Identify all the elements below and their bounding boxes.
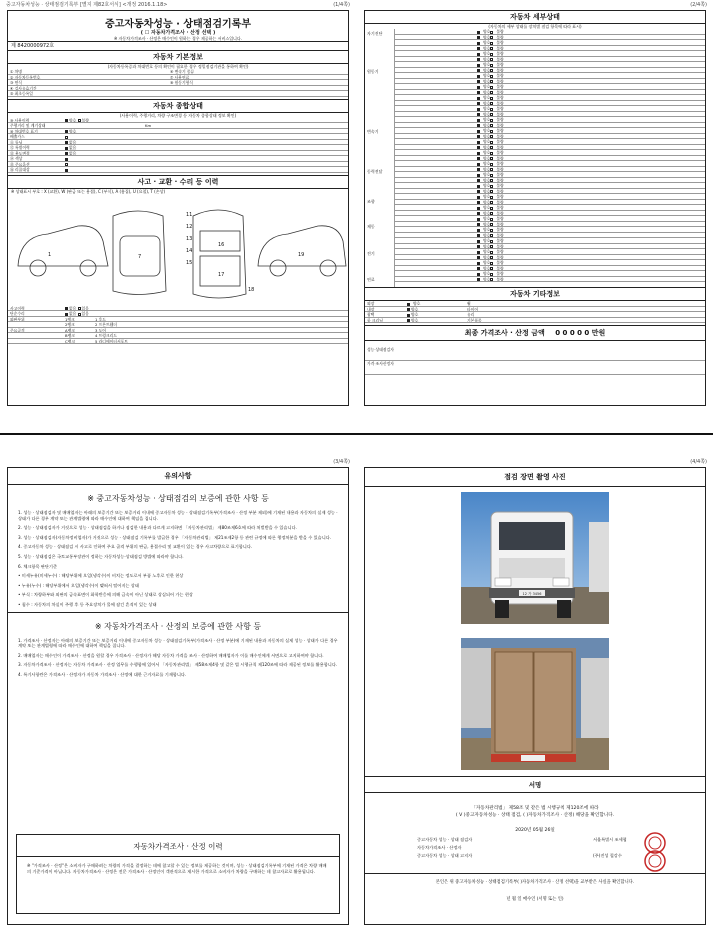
form-title: 중고자동차성능 · 상태점검기록부 <box>104 19 251 30</box>
page-number: (1/4쪽) <box>333 2 350 8</box>
signature-text: 「자동차관리법」 제58조 및 같은 법 시행규칙 제120조에 따라 ( V )중고자동차성능 · 상태 점검, ( )자동차가격조사 · 산정) 해당을 확인합니다. <box>455 806 615 818</box>
status-bad: 불량 <box>496 100 504 105</box>
table-row: ② 자동차등록번호 ⑦ 사용연료 <box>8 75 348 81</box>
table-row: ③ 연식 ⑧ 원동기형식 <box>8 80 348 86</box>
confirm-sign: 년 월 일 매수인 (서명 또는 인) <box>506 897 564 902</box>
status-bad: 불량 <box>496 271 504 276</box>
group-label: 원동기 <box>367 69 379 74</box>
status-bad: 불량 <box>496 205 504 210</box>
table-row <box>395 277 705 283</box>
part-number: 1 <box>48 251 52 258</box>
status-bad: 불량 <box>496 84 504 89</box>
group-label: 제동 <box>367 224 375 229</box>
status-ok: 양호 <box>483 29 491 34</box>
status-bad: 불량 <box>496 67 504 72</box>
list-item: 1. 가격조사 · 산정자는 아래의 보증기간 또는 보증거리 이내에 중고자동차 성능 · 상태점검기록부(가격조사 · 산정 부분)에 기재된 내용과 자동차의 실제 성능 · 상태가 다른 경우 계약 또는 관계법령에 따라 매수인에 대하여 책임을 집니다. <box>18 637 338 649</box>
group-label: 조향 <box>367 199 375 204</box>
status-bad: 불량 <box>496 177 504 182</box>
status-bad: 불량 <box>496 172 504 177</box>
status-ok: 양호 <box>483 216 491 221</box>
status-ok: 양호 <box>483 243 491 248</box>
page-number: (4/4쪽) <box>690 459 707 465</box>
accident-table <box>8 306 348 345</box>
part-number: 18 <box>248 286 255 293</box>
notice-title: 유의사항 <box>8 468 348 485</box>
page-4 <box>361 457 709 929</box>
status-bad: 불량 <box>496 161 504 166</box>
box-text: ※ "가격조사 · 산정"은 소비자가 구매하려는 차량의 가격을 결정하는 데에 참고할 수 있는 정보를 제공하는 것이며, 성능 · 상태점검기록부에 기재된 가격은 차량 매매의 기준가격이 아닙니다. 자동차가격조사 · 산정은 전문 가격조사 · 산정인이 객관적으로 제시한 가격으로 소비자가 차량을 구매하는 데 참고자료로 활용됩니다. <box>27 863 327 874</box>
section-accident-history: 사고 · 교환 · 수리 등 이력 <box>8 175 348 189</box>
status-ok: 양호 <box>483 194 491 199</box>
status-bad: 불량 <box>496 128 504 133</box>
group-label: 전기 <box>367 251 375 256</box>
status-ok: 양호 <box>483 45 491 50</box>
page-number: (3/4쪽) <box>333 459 350 465</box>
status-bad: 불량 <box>496 188 504 193</box>
status-ok: 양호 <box>483 271 491 276</box>
status-table <box>8 118 348 173</box>
status-bad: 불량 <box>496 117 504 122</box>
list-item: • 부식 : 차량하부와 외판의 금속표면이 화학반응에 의해 금속이 아닌 상태로 상실되어 가는 현상 <box>18 592 193 598</box>
section-overall-status: 자동차 종합상태 <box>8 99 348 113</box>
table-row: 외장 양호 휠 <box>365 301 705 307</box>
section-detail-status: 자동차 세부상태 <box>365 11 705 24</box>
list-item: 2. 매매업자는 매수인이 가격조사 · 산정을 원할 경우 가격조사 · 산정자가 해당 자동차 가격을 조사 · 산정하여 매매업자가 이를 매수인에게 서면으로 고지하여야 합니다. <box>18 652 324 658</box>
detail-note: (자동차의 세부 상태를 장치별 점검 항목에 따라 표시) <box>488 24 582 29</box>
part-number: 19 <box>298 251 305 258</box>
form-frame <box>364 10 706 406</box>
status-ok: 양호 <box>483 67 491 72</box>
status-bad: 불량 <box>496 210 504 215</box>
table-row: ⑫ 특별이력 없음 <box>8 145 348 151</box>
status-bad: 불량 <box>496 227 504 232</box>
status-ok: 양호 <box>483 249 491 254</box>
status-bad: 불량 <box>496 260 504 265</box>
status-bad: 불량 <box>496 155 504 160</box>
status-bad: 불량 <box>496 265 504 270</box>
status-ok: 양호 <box>483 122 491 127</box>
detail-table <box>365 29 705 287</box>
list-item: • 미세누유(미세누수) : 해당부위에 오일(냉각수)이 비치는 정도로서 부품 노후로 인한 현상 <box>18 573 184 579</box>
signer-name: 서울특별시 조세협 <box>593 837 627 842</box>
status-bad: 불량 <box>496 199 504 204</box>
other-info-table <box>365 301 705 323</box>
signer-row: 중고자동차 성능 · 상태 고지자 <box>417 853 473 858</box>
license-plate: 12 가 3456 <box>522 592 542 596</box>
table-row: 외판부위 1랭크 1 후드 <box>8 317 348 323</box>
seal-stamp <box>643 849 667 873</box>
list-item: 4. 특기사항란은 가격조사 · 산정자가 자동차 가격조사 · 산정에 대한 근거자료를 기재합니다. <box>18 671 187 677</box>
section-other-info: 자동차 기타정보 <box>365 287 705 301</box>
status-bad: 불량 <box>496 95 504 100</box>
photo-title: 점검 장면 촬영 사진 <box>365 468 705 487</box>
status-bad: 불량 <box>496 106 504 111</box>
basic-info-table <box>8 69 348 97</box>
list-item: 6. 체크항목 판단기준 <box>18 563 58 569</box>
table-row: 광택 양호 유리 <box>365 312 705 318</box>
status-ok: 양호 <box>483 232 491 237</box>
part-number: 13 <box>186 235 193 242</box>
status-ok: 양호 <box>483 238 491 243</box>
table-row: C랭크 5 라디에이터서포트 <box>8 339 348 345</box>
notice-heading-1: ※ 중고자동차성능 · 상태점검의 보증에 관한 사항 등 <box>87 494 269 503</box>
price-value: 0 0 0 0 0 만원 <box>555 329 606 337</box>
table-row: 사고이력 없음 있음 <box>8 306 348 312</box>
form-note: ※ 자동차가격조사 · 산정은 매수인이 원하는 경우 제공하는 서비스입니다. <box>113 36 243 41</box>
status-bad: 불량 <box>496 238 504 243</box>
final-price <box>365 325 705 341</box>
notice-list-1 <box>8 510 348 608</box>
table-row: 배출가스 <box>8 134 348 140</box>
status-ok: 양호 <box>483 188 491 193</box>
status-ok: 양호 <box>483 89 491 94</box>
section-basic-info: 자동차 기본정보 <box>8 50 348 64</box>
truck-front-photo <box>461 492 609 624</box>
status-ok: 양호 <box>483 62 491 67</box>
status-bad: 불량 <box>496 62 504 67</box>
status-ok: 양호 <box>483 276 491 281</box>
status-ok: 양호 <box>483 106 491 111</box>
group-label: 연료 <box>367 277 375 282</box>
status-ok: 양호 <box>483 34 491 39</box>
signer-name: (주)진성 철강수 <box>593 853 622 858</box>
status-ok: 양호 <box>483 133 491 138</box>
price-label: 최종 가격조사 · 산정 금액 <box>464 329 545 337</box>
status-bad: 불량 <box>496 133 504 138</box>
status-bad: 불량 <box>496 122 504 127</box>
table-row: ④ 검사유효기간 <box>8 86 348 92</box>
notice-heading-2: ※ 자동차가격조사 · 산정의 보증에 관한 사항 등 <box>8 612 348 638</box>
status-ok: 양호 <box>483 205 491 210</box>
table-row: 주요골격 A랭크 3 도어 <box>8 328 348 334</box>
status-bad: 불량 <box>496 166 504 171</box>
status-bad: 불량 <box>496 34 504 39</box>
status-ok: 양호 <box>483 221 491 226</box>
status-ok: 양호 <box>483 40 491 45</box>
table-row: ⑨ 사용이력 양호 불량 <box>8 118 348 124</box>
status-ok: 양호 <box>483 183 491 188</box>
status-ok: 양호 <box>483 150 491 155</box>
status-bad: 불량 <box>496 150 504 155</box>
status-ok: 양호 <box>483 117 491 122</box>
status-bad: 불량 <box>496 56 504 61</box>
doc-number: 제 8420000972호 <box>8 41 348 50</box>
header-left: 중고자동차성능 · 상태점검기록부 [별지 제82호서식] <개정 2016.1.18> <box>6 2 168 8</box>
signature-date: 2020년 05월 26일 <box>515 828 555 833</box>
signature-table <box>365 837 705 867</box>
signature-section <box>365 776 705 902</box>
status-ok: 양호 <box>483 254 491 259</box>
status-ok: 양호 <box>483 111 491 116</box>
table-row: ⑮ 주요옵션 <box>8 162 348 168</box>
status-bad: 불량 <box>496 29 504 34</box>
status-ok: 양호 <box>483 265 491 270</box>
signer-row: 자동차가격조사 · 산정자 <box>417 845 462 850</box>
notice-frame <box>7 467 349 925</box>
page-header <box>4 457 352 467</box>
truck-rear-photo <box>461 638 609 770</box>
list-item: 5. 성능 · 상태점검은 국토교통부장관이 정하는 자동차성능·상태점검 방법에 따라야 합니다. <box>18 553 184 559</box>
status-bad: 불량 <box>496 194 504 199</box>
status-ok: 양호 <box>483 144 491 149</box>
status-bad: 불량 <box>496 139 504 144</box>
signer-row: 중고자동차 성능 · 상태 점검자 <box>417 837 473 842</box>
part-number: 15 <box>186 259 193 266</box>
list-item: 3. 자동차가격조사 · 산정자는 자동차 가격조사 · 산정 업무를 수행함에 있어서 「자동차관리법」 제58조제4항 및 같은 법 시행규칙 제120조에 따라 제공된 정보를 활용합니다. <box>18 662 338 668</box>
status-bad: 불량 <box>496 254 504 259</box>
table-row: 룸 크리닝 양호 기본품목 <box>365 318 705 324</box>
page-number: (2/4쪽) <box>690 2 707 8</box>
table-row: ⑤ 최초등록일 <box>8 91 348 97</box>
status-ok: 양호 <box>483 73 491 78</box>
form-frame <box>7 10 349 406</box>
list-item: 3. 성능 · 상태점검자(자동차정비업자)가 거짓으로 성능 · 상태점검 기록부를 발급한 경우 「자동차관리법」 제21조제2항 등 관련 규정에 따른 행정처분을 받을 수 있습니다. <box>18 534 332 540</box>
status-ok: 양호 <box>483 100 491 105</box>
status-ok: 양호 <box>483 128 491 133</box>
table-row: ① 차명 ⑥ 변속기 종류 <box>8 69 348 75</box>
part-number: 7 <box>138 253 142 260</box>
page-header <box>361 0 709 10</box>
table-row: 주행거리 및 계기상태 Km <box>8 123 348 129</box>
status-ok: 양호 <box>483 172 491 177</box>
status-bad: 불량 <box>496 45 504 50</box>
status-ok: 양호 <box>483 84 491 89</box>
status-bad: 불량 <box>496 78 504 83</box>
table-row: 단순수리 없음 있음 <box>8 311 348 317</box>
list-item: • 침수 : 자동차의 차실이 주행 후 등 주요장치가 물에 잠긴 흔적이 있는 상태 <box>18 601 157 607</box>
status-ok: 양호 <box>483 199 491 204</box>
status-bad: 불량 <box>496 232 504 237</box>
status-ok: 양호 <box>483 210 491 215</box>
status-bad: 불량 <box>496 111 504 116</box>
status-bad: 불량 <box>496 249 504 254</box>
group-label: 자기진단 <box>367 31 383 36</box>
part-number: 11 <box>186 211 193 218</box>
status-bad: 불량 <box>496 73 504 78</box>
status-ok: 양호 <box>483 51 491 56</box>
part-number: 12 <box>186 223 193 230</box>
page-1 <box>4 0 352 410</box>
status-bad: 불량 <box>496 144 504 149</box>
status-note: (사용이력, 주행거리, 차량 구조변경 등 자동차 종합상태 정보 확인) <box>119 112 237 118</box>
status-ok: 양호 <box>483 139 491 144</box>
table-row: 성능·상태점검자 <box>365 347 705 361</box>
list-item: 1. 성능 · 상태점검자 및 매매업자는 아래의 보증기간 또는 보증거리 이내에 중고자동차 성능 · 상태점검기록부(가격조사 · 산정 부분 제외)에 기재된 내용과 자동차의 실제 성능 · 상태가 다른 경우 계약 또는 관계법령에 따라 매수인에 대하여 책임을 집니다. <box>18 510 338 521</box>
basic-note: (자동차등록증과 차대번호 등의 확인이 필요한 경우 정밀점검기관을 통하여 확인) <box>107 64 249 69</box>
status-bad: 불량 <box>496 183 504 188</box>
status-ok: 양호 <box>483 161 491 166</box>
table-row: 내장 양호 타이어 <box>365 307 705 313</box>
inspector-table <box>365 347 705 375</box>
part-number: 17 <box>218 271 225 278</box>
status-ok: 양호 <box>483 260 491 265</box>
status-bad: 불량 <box>496 216 504 221</box>
status-ok: 양호 <box>483 155 491 160</box>
status-bad: 불량 <box>496 40 504 45</box>
status-ok: 양호 <box>483 177 491 182</box>
table-row: ⑬ 용도변경 없음 <box>8 151 348 157</box>
group-label: 변속기 <box>367 129 379 134</box>
table-row: ⑭ 색상 <box>8 156 348 162</box>
page-2 <box>361 0 709 410</box>
table-row: ⑪ 튜닝 없음 <box>8 140 348 146</box>
page-header <box>361 457 709 467</box>
sheet-divider <box>0 433 713 435</box>
status-bad: 불량 <box>496 51 504 56</box>
list-item: • 누유(누수) : 해당부위에서 오일(냉각수)이 맺혀서 떨어지는 상태 <box>18 582 139 588</box>
table-row: 2랭크 2 프론트휀더 <box>8 322 348 328</box>
page-3 <box>4 457 352 929</box>
price-history-box <box>16 834 340 914</box>
status-ok: 양호 <box>483 56 491 61</box>
status-ok: 양호 <box>483 78 491 83</box>
car-diagram <box>8 196 348 306</box>
page-header <box>4 0 352 10</box>
accident-note: ※ 상태표시 부호 : X (교환), W (판금 또는 용접), C (부식), A (흠집), U (요철), T (손상) <box>11 188 166 194</box>
notice-list-2 <box>8 638 348 678</box>
status-bad: 불량 <box>496 243 504 248</box>
part-number: 14 <box>186 247 193 254</box>
table-row: 가격·조사산정자 <box>365 361 705 375</box>
list-item: 2. 성능 · 상태점검자가 거짓으로 성능 · 상태점검을 하거나 점검한 내용과 다르게 고지하면 「자동차관리법」 제80조제6호에 따라 처벌받을 수 있습니다. <box>18 525 297 531</box>
group-label: 동력전달 <box>367 169 383 174</box>
status-ok: 양호 <box>483 166 491 171</box>
list-item: 4. 중고자동차 성능 · 상태점검 시 사고로 인하여 주요 골격 부위의 판금, 용접수리 및 교환이 있는 경우 사고차량으로 표기합니다. <box>18 544 253 550</box>
part-number: 16 <box>218 241 225 248</box>
photo-frame <box>364 467 706 925</box>
status-ok: 양호 <box>483 227 491 232</box>
table-row: ⑯ 리콜대상 <box>8 167 348 173</box>
status-bad: 불량 <box>496 221 504 226</box>
signature-title: 서명 <box>365 776 705 793</box>
table-row: B랭크 4 트렁크리드 <box>8 333 348 339</box>
confirm-text: 본인은 위 중고자동차성능 · 상태점검기록부( )자동차가격조사 · 산정 선택)을 교부받은 사실을 확인합니다. <box>365 873 705 890</box>
status-bad: 불량 <box>496 276 504 281</box>
box-title: 자동차가격조사 · 산정 이력 <box>17 835 339 857</box>
mileage-unit: Km <box>145 123 152 128</box>
form-subtitle: ( ☐ 자동차가격조사 · 산정 선택 ) <box>140 30 216 36</box>
table-row: ⑩ 차대번호 표기 양호 <box>8 129 348 135</box>
status-ok: 양호 <box>483 95 491 100</box>
status-bad: 불량 <box>496 89 504 94</box>
